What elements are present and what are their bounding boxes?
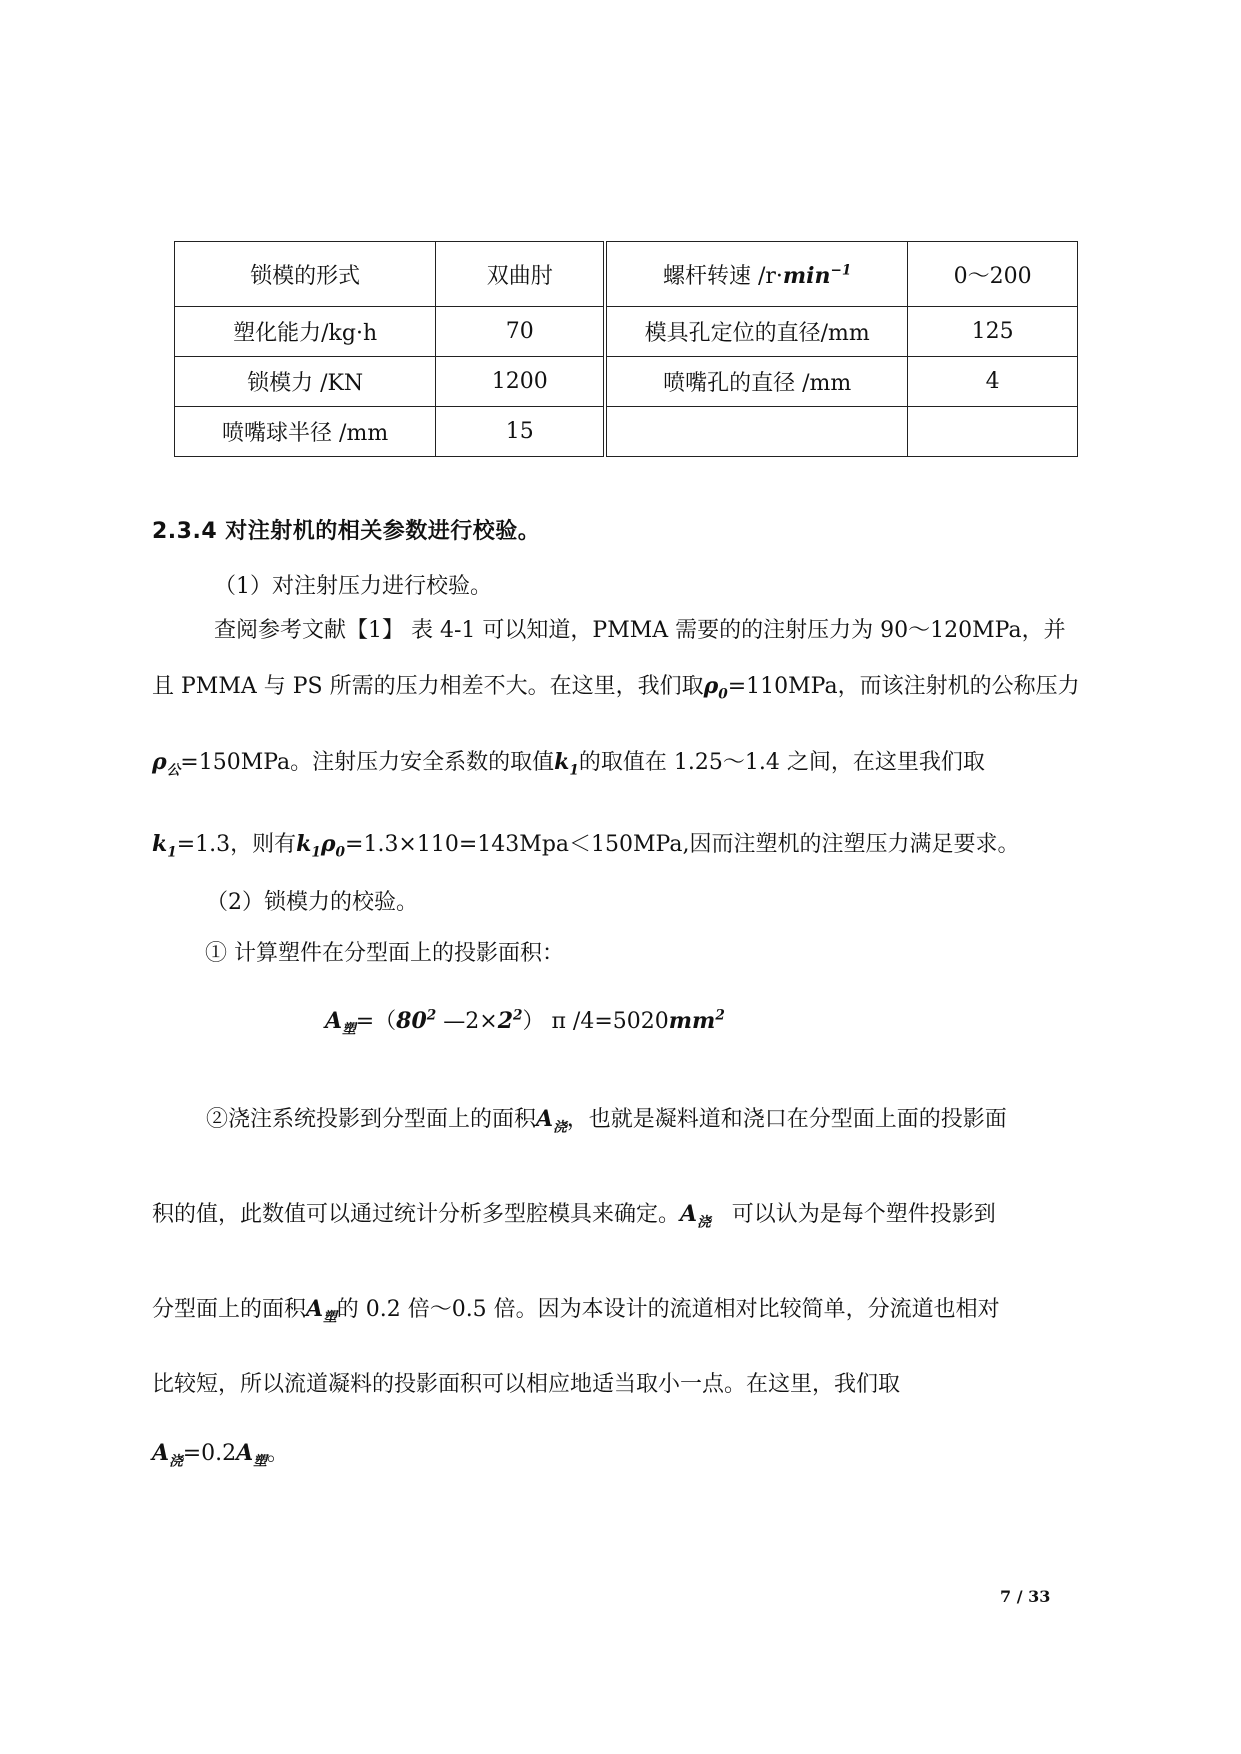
paragraph-line: 积的值，此数值可以通过统计分析多型腔模具来确定。$A_浇$ 可以认为是每个塑件投影到 bbox=[152, 1201, 996, 1231]
paragraph-line: $A_浇=0.2A_塑$。 bbox=[152, 1440, 289, 1470]
item1-title: （1）对注射压力进行校验。 bbox=[214, 574, 492, 599]
table-row bbox=[175, 307, 1078, 357]
paragraph-line: 查阅参考文献【1】 表 4-1 可以知道，PMMA 需要的的注射压力为 90～120MPa，并 bbox=[214, 618, 1066, 643]
table-cell: 塑化能力/kg·h bbox=[175, 307, 436, 357]
paragraph-line: 比较短，所以流道凝料的投影面积可以相应地适当取小一点。在这里，我们取 bbox=[152, 1372, 901, 1397]
table-cell: 1200 bbox=[436, 357, 605, 407]
table-cell: 4 bbox=[908, 357, 1078, 407]
paragraph-line: $k_1=1.3$，则有$k_1\rho_0=1.3\times 110=143Mpa<150MPa$,因而注塑机的注塑压力满足要求。 bbox=[152, 831, 1020, 861]
min-unit: min bbox=[782, 262, 831, 289]
table-row bbox=[175, 407, 1078, 457]
table-cell: 70 bbox=[436, 307, 605, 357]
table-cell bbox=[908, 407, 1078, 457]
table-cell: 锁模力 /KN bbox=[175, 357, 436, 407]
table-row bbox=[175, 242, 1078, 307]
table-row bbox=[175, 357, 1078, 407]
table-cell: 模具孔定位的直径/mm bbox=[605, 307, 908, 357]
table-cell bbox=[605, 407, 908, 457]
page-number: 7 / 33 bbox=[1000, 1587, 1051, 1606]
table-cell: 双曲肘 bbox=[436, 242, 605, 307]
item2-step1: ① 计算塑件在分型面上的投影面积： bbox=[205, 941, 564, 966]
min-exponent: −1 bbox=[830, 262, 852, 279]
item2-title: （2）锁模力的校验。 bbox=[206, 890, 418, 915]
area-formula: $A_塑=(80^2$ $—2\times 2^2$） π $/4=5020mm^2$ bbox=[325, 1007, 725, 1038]
screw-speed-label: 螺杆转速 /r· bbox=[662, 263, 783, 289]
table-cell: 0～200 bbox=[908, 242, 1078, 307]
table-cell bbox=[605, 242, 908, 307]
table-cell: 喷嘴球半径 /mm bbox=[175, 407, 436, 457]
table-cell: 喷嘴孔的直径 /mm bbox=[605, 357, 908, 407]
paragraph-line: 且 PMMA 与 PS 所需的压力相差不大。在这里，我们取$\rho_0=110MPa$，而该注射机的公称压力 bbox=[152, 673, 1080, 703]
machine-spec-table bbox=[174, 241, 1078, 457]
table-cell: 锁模的形式 bbox=[175, 242, 436, 307]
paragraph-line: $\rho_公=150MPa$。注射压力安全系数的取值$k_1$的取值在 1.25～1.4 之间，在这里我们取 bbox=[152, 749, 985, 779]
paragraph-line: 分型面上的面积$A_塑$的 0.2 倍～0.5 倍。因为本设计的流道相对比较简单，分流道也相对 bbox=[152, 1296, 1000, 1326]
table-cell: 15 bbox=[436, 407, 605, 457]
section-heading: 2.3.4 对注射机的相关参数进行校验。 bbox=[152, 519, 541, 544]
table-cell: 125 bbox=[908, 307, 1078, 357]
paragraph-line: ②浇注系统投影到分型面上的面积$A_浇$，也就是凝料道和浇口在分型面上面的投影面 bbox=[206, 1106, 1007, 1136]
